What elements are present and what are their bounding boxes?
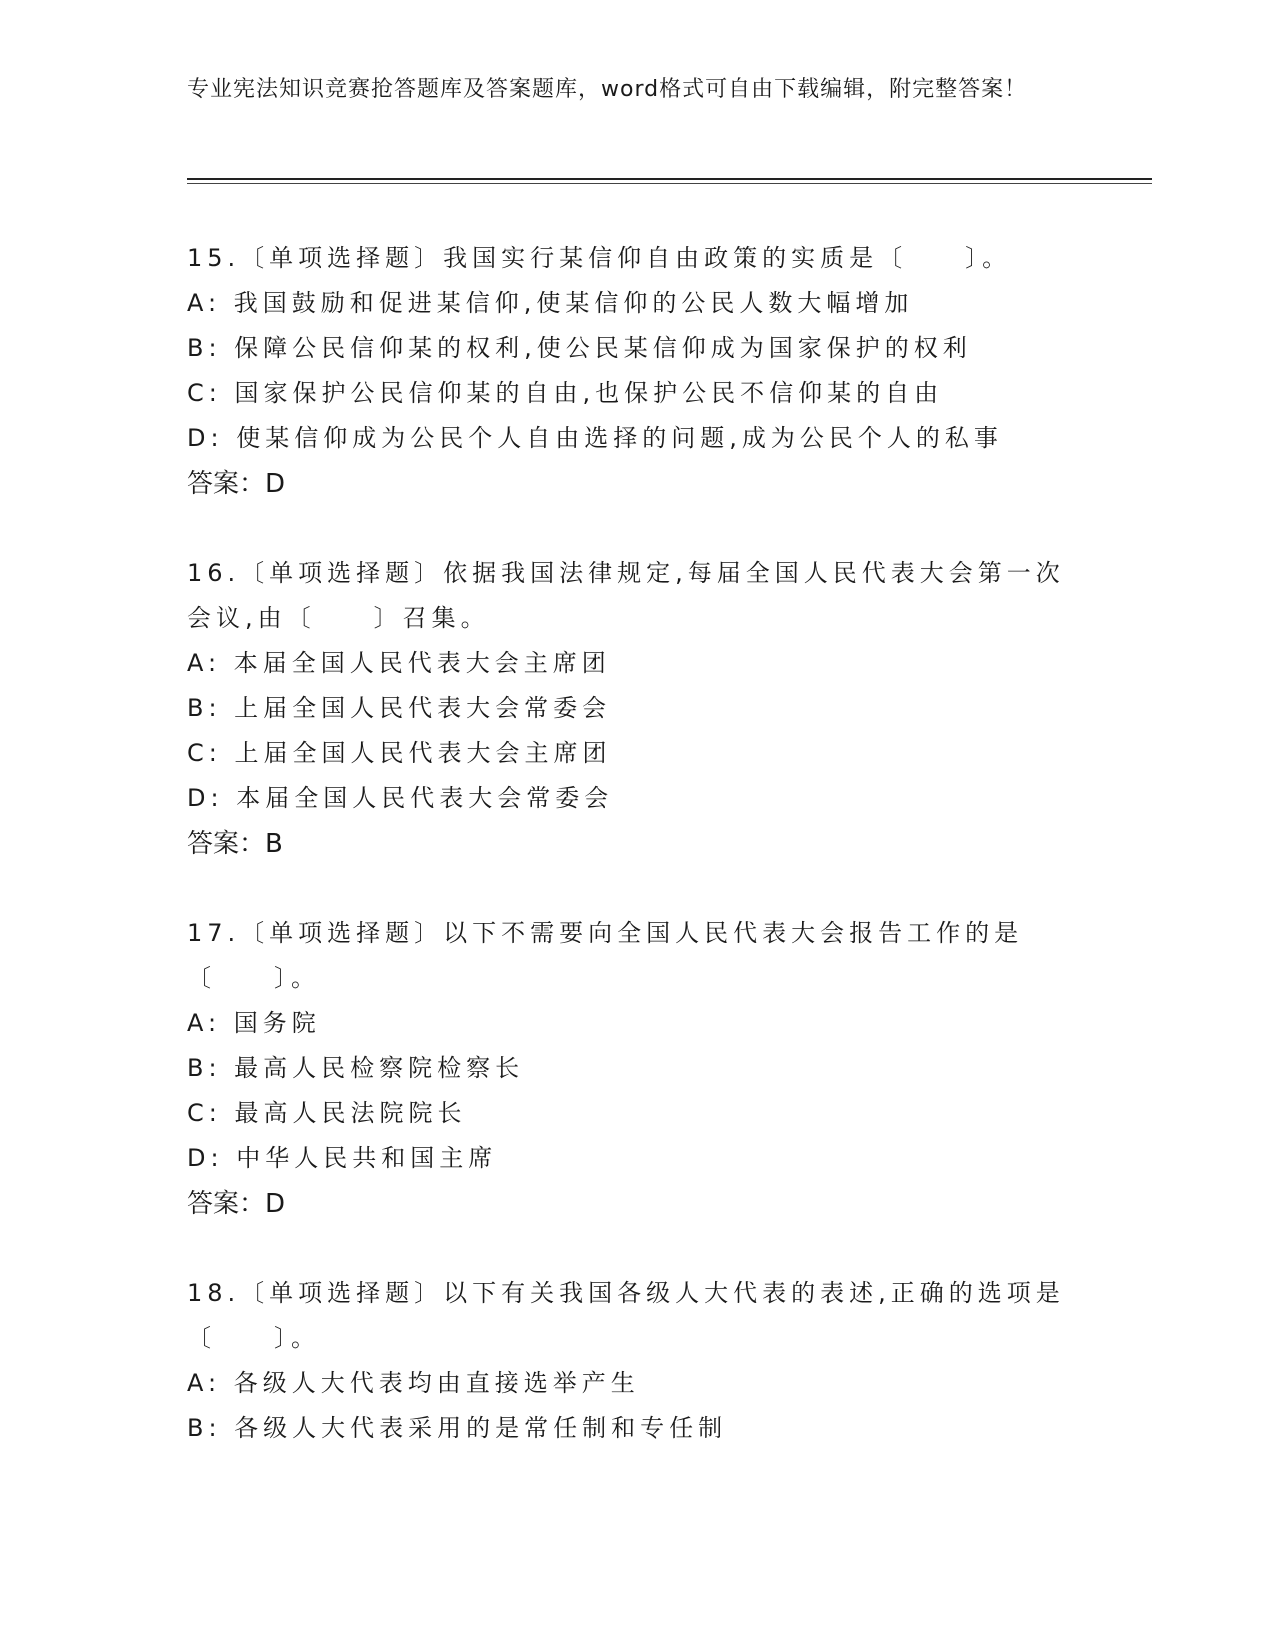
answer: 答案：D bbox=[187, 469, 286, 499]
option-c: C: 上届全国人民代表大会主席团 bbox=[187, 739, 612, 767]
document-header: 专业宪法知识竞赛抢答题库及答案题库，word格式可自由下载编辑，附完整答案！ bbox=[187, 77, 1028, 102]
answer: 答案：D bbox=[187, 1189, 286, 1219]
header-divider-thin bbox=[187, 183, 1152, 184]
question-16 bbox=[187, 551, 1087, 867]
question-17 bbox=[187, 911, 1087, 1227]
question-stem: 16.〔单项选择题〕依据我国法律规定,每届全国人民代表大会第一次会议,由〔 〕召集。 bbox=[187, 559, 1065, 632]
option-d: D: 中华人民共和国主席 bbox=[187, 1144, 498, 1172]
option-c: C: 国家保护公民信仰某的自由,也保护公民不信仰某的自由 bbox=[187, 379, 944, 407]
option-a: A: 我国鼓励和促进某信仰,使某信仰的公民人数大幅增加 bbox=[187, 289, 914, 317]
option-c: C: 最高人民法院院长 bbox=[187, 1099, 467, 1127]
option-b: B: 上届全国人民代表大会常委会 bbox=[187, 694, 612, 722]
option-a: A: 各级人大代表均由直接选举产生 bbox=[187, 1369, 640, 1397]
question-list bbox=[187, 236, 1087, 1495]
option-b: B: 各级人大代表采用的是常任制和专任制 bbox=[187, 1414, 728, 1442]
option-b: B: 保障公民信仰某的权利,使公民某信仰成为国家保护的权利 bbox=[187, 334, 972, 362]
header-divider-thick bbox=[187, 178, 1152, 180]
option-b: B: 最高人民检察院检察长 bbox=[187, 1054, 525, 1082]
answer: 答案：B bbox=[187, 829, 283, 859]
question-stem: 18.〔单项选择题〕以下有关我国各级人大代表的表述,正确的选项是〔 〕。 bbox=[187, 1279, 1065, 1352]
question-stem: 15.〔单项选择题〕我国实行某信仰自由政策的实质是〔 〕。 bbox=[187, 244, 1012, 272]
question-15 bbox=[187, 236, 1087, 507]
question-stem: 17.〔单项选择题〕以下不需要向全国人民代表大会报告工作的是〔 〕。 bbox=[187, 919, 1024, 992]
option-d: D: 使某信仰成为公民个人自由选择的问题,成为公民个人的私事 bbox=[187, 424, 1003, 452]
option-a: A: 国务院 bbox=[187, 1009, 321, 1037]
option-d: D: 本届全国人民代表大会常委会 bbox=[187, 784, 614, 812]
option-a: A: 本届全国人民代表大会主席团 bbox=[187, 649, 611, 677]
question-18 bbox=[187, 1271, 1087, 1451]
